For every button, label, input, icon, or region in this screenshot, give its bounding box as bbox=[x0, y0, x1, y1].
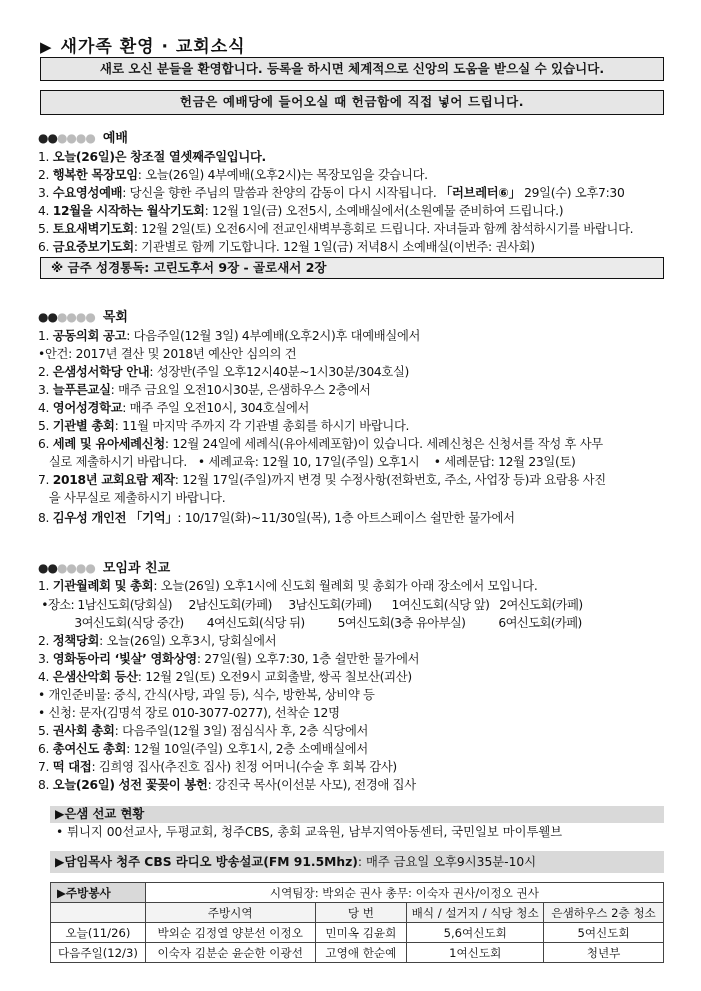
dots-icon: ●●●●●● bbox=[38, 310, 95, 324]
table-header: 은샘하우스 2층 청소 bbox=[544, 903, 664, 923]
page-title: ▶ 새가족 환영 · 교회소식 bbox=[40, 37, 246, 57]
worship-item-3: 3. 수요영성예배: 당신을 향한 주님의 말씀과 찬양의 감동이 다시 시작됩니다. 「러브레터⑥」 29일(수) 오후7:30 bbox=[38, 186, 625, 200]
gathering-item-6: 6. 총여신도 총회: 12월 10일(주일) 오후1시, 2층 소예배실에서 bbox=[38, 742, 368, 756]
table-row: 다음주일(12/3) 이숙자 김분순 윤순한 이광선 고영애 한순예 1여신도회 청년부 bbox=[51, 943, 664, 963]
gathering-item-1-places-1: •장소: 1남신도회(당회실) 2남신도회(카페) 3남신도회(카페) 1여신도회(식당 앞) 2여신도회(카페) bbox=[38, 598, 583, 612]
news-item-7-cont: 을 사무실로 제출하시기 바랍니다. bbox=[38, 491, 226, 505]
worship-item-1: 1. 오늘(26일)은 창조절 열셋째주일입니다. bbox=[38, 150, 266, 164]
mission-heading: ▶은샘 선교 현황 bbox=[50, 806, 664, 823]
table-header: 당 번 bbox=[315, 903, 407, 923]
gathering-item-4: 4. 은샘산악회 등산: 12월 2일(토) 오전9시 교회출발, 쌍곡 칠보산(괴산) bbox=[38, 670, 412, 684]
worship-item-6: 6. 금요중보기도회: 기관별로 함께 기도합니다. 12월 1일(금) 저녁8시 소예배실(이번주: 권사회) bbox=[38, 240, 535, 254]
gathering-item-8: 8. 오늘(26일) 성전 꽃꽂이 봉헌: 강진국 목사(이선분 사모), 전경애 집사 bbox=[38, 778, 416, 792]
section-worship-heading: ●●●●●● 예배 bbox=[38, 131, 128, 146]
news-item-1-sub: •안건: 2017년 결산 및 2018년 예산안 심의의 건 bbox=[38, 347, 297, 361]
table-header bbox=[51, 903, 146, 923]
bible-reading-box: ※ 금주 성경통독: 고린도후서 9장 - 골로새서 2장 bbox=[40, 257, 664, 279]
dots-icon: ●●●●●● bbox=[38, 561, 95, 575]
news-item-8: 8. 김우성 개인전 「기억」: 10/17일(화)~11/30일(목), 1층 아트스페이스 쉴만한 물가에서 bbox=[38, 511, 515, 525]
news-item-3: 3. 늘푸른교실: 매주 금요일 오전10시30분, 은샘하우스 2층에서 bbox=[38, 383, 371, 397]
gathering-item-7: 7. 떡 대접: 김희영 집사(추진호 집사) 친정 어머니(수술 후 회복 감사) bbox=[38, 760, 397, 774]
dots-icon: ●●●●●● bbox=[38, 131, 95, 145]
mission-list: • 튀니지 00선교사, 두평교회, 청주CBS, 총회 교육원, 남부지역아동센터, 국민일보 마이투웰브 bbox=[56, 825, 563, 839]
gathering-item-1-places-2: 3여신도회(식당 중간) 4여신도회(식당 뒤) 5여신도회(3층 유아부실) 6여신도회(카페) bbox=[38, 616, 582, 630]
news-item-5: 5. 기관별 총회: 11월 마지막 주까지 각 기관별 총회를 하시기 바랍니다. bbox=[38, 419, 410, 433]
worship-item-5: 5. 토요새벽기도회: 12월 2일(토) 오전6시에 전교인새벽부흥회로 드립니다. 자녀들과 함께 참석하시기를 바랍니다. bbox=[38, 222, 634, 236]
worship-item-2: 2. 행복한 목장모임: 오늘(26일) 4부예배(오후2시)는 목장모임을 갖습니다. bbox=[38, 168, 428, 182]
news-item-4: 4. 영어성경학교: 매주 주일 오전10시, 304호실에서 bbox=[38, 401, 310, 415]
triangle-icon: ▶ bbox=[40, 38, 53, 56]
worship-item-4: 4. 12월을 시작하는 월삭기도회: 12월 1일(금) 오전5시, 소예배실에서(소원예물 준비하여 드립니다.) bbox=[38, 204, 564, 218]
news-item-6: 6. 세례 및 유아세례신청: 12월 24일에 세례식(유아세례포함)이 있습니다. 세례신청은 신청서를 작성 후 사무 bbox=[38, 437, 603, 451]
news-item-7: 7. 2018년 교회요람 제작: 12월 17일(주일)까지 변경 및 수정사항(전화번호, 주소, 사업장 등)과 요람용 사진 bbox=[38, 473, 606, 487]
service-title: ▶주방봉사 bbox=[51, 883, 146, 903]
gathering-item-3: 3. 영화동아리 ‘빛살’ 영화상영: 27일(월) 오후7:30, 1층 쉴만한 물가에서 bbox=[38, 652, 420, 666]
gathering-item-4-sub-2: • 신청: 문자(김명석 장로 010-3077-0277), 선착순 12명 bbox=[38, 706, 340, 720]
section-gathering-heading: ●●●●●● 모임과 친교 bbox=[38, 561, 171, 576]
offering-banner: 헌금은 예배당에 들어오실 때 헌금함에 직접 넣어 드립니다. bbox=[40, 90, 664, 115]
table-row: 오늘(11/26) 박외순 김정열 양분선 이정오 민미옥 김윤희 5,6여신도회 5여신도회 bbox=[51, 923, 664, 943]
gathering-item-2: 2. 정책당회: 오늘(26일) 오후3시, 당회실에서 bbox=[38, 634, 277, 648]
news-item-2: 2. 은샘성서학당 안내: 성장반(주일 오후12시40분~1시30분/304호실) bbox=[38, 365, 410, 379]
service-leaders: 시역팀장: 박외순 권사 총무: 이숙자 권사/이정오 권사 bbox=[145, 883, 663, 903]
radio-sermon-bar: ▶담임목사 청주 CBS 라디오 방송설교(FM 91.5Mhz): 매주 금요일 오후9시35분-10시 bbox=[50, 851, 664, 873]
section-news-heading: ●●●●●● 목회 bbox=[38, 310, 128, 325]
kitchen-service-table bbox=[50, 882, 664, 963]
gathering-item-5: 5. 권사회 총회: 다음주일(12월 3일) 점심식사 후, 2층 식당에서 bbox=[38, 724, 369, 738]
gathering-item-1: 1. 기관월례회 및 총회: 오늘(26일) 오후1시에 신도회 월례회 및 총회가 아래 장소에서 모입니다. bbox=[38, 579, 538, 593]
table-header: 주방시역 bbox=[145, 903, 315, 923]
welcome-banner: 새로 오신 분들을 환영합니다. 등록을 하시면 체계적으로 신앙의 도움을 받으실 수 있습니다. bbox=[40, 57, 664, 81]
news-item-6-cont: 실로 제출하시기 바랍니다. • 세례교육: 12월 10, 17일(주일) 오후1시 • 세례문답: 12월 23일(토) bbox=[38, 455, 576, 469]
table-header: 배식 / 설거지 / 식당 청소 bbox=[407, 903, 544, 923]
gathering-item-4-sub-1: • 개인준비물: 중식, 간식(사탕, 과일 등), 식수, 방한복, 상비약 등 bbox=[38, 688, 375, 702]
news-item-1: 1. 공동의회 공고: 다음주일(12월 3일) 4부예배(오후2시)후 대예배실에서 bbox=[38, 329, 421, 343]
